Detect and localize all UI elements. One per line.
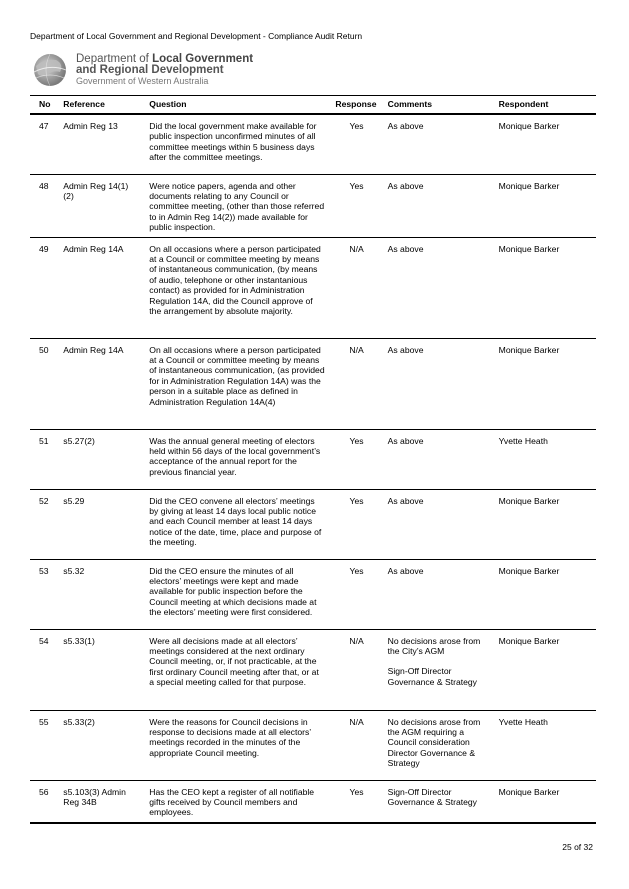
cell-response: Yes xyxy=(349,565,364,576)
header-response: Response xyxy=(330,96,382,115)
cell-question: Were notice papers, agenda and other documents relating to any Council or committee meeting, (other than those referred to in Admin Reg 14(2)) made available for public inspection. xyxy=(149,180,325,233)
table-row xyxy=(30,174,596,237)
cell-reference: Admin Reg 14A xyxy=(63,344,124,355)
header-no: No xyxy=(30,96,58,115)
cell-comments: As above xyxy=(387,435,424,446)
cell-reference: Admin Reg 13 xyxy=(63,121,118,131)
cell-comments: As above xyxy=(387,495,424,506)
cell-no: 50 xyxy=(39,344,49,355)
cell-comments: As above xyxy=(387,121,424,131)
header-comments: Comments xyxy=(383,96,494,115)
cell-reference: s5.29 xyxy=(63,495,85,506)
header-reference: Reference xyxy=(58,96,144,115)
cell-respondent: Monique Barker xyxy=(498,786,560,797)
cell-comments: Sign-Off Director Governance & Strategy xyxy=(387,786,477,807)
cell-respondent: Monique Barker xyxy=(498,180,560,191)
cell-response: Yes xyxy=(349,495,364,506)
cell-response: Yes xyxy=(349,435,364,446)
header-question: Question xyxy=(144,96,330,115)
cell-response: Yes xyxy=(349,786,364,797)
cell-no: 55 xyxy=(39,716,49,727)
cell-comments: As above xyxy=(387,565,424,576)
logo-text-line2: and Regional Development xyxy=(76,63,224,76)
cell-response: N/A xyxy=(349,635,364,646)
table-row xyxy=(30,114,596,174)
logo-text-line3: Government of Western Australia xyxy=(76,75,209,86)
cell-reference: s5.27(2) xyxy=(63,435,95,446)
cell-comments: As above xyxy=(387,344,424,355)
cell-reference: Admin Reg 14(1) (2) xyxy=(63,180,129,201)
globe-emblem-icon xyxy=(30,52,70,88)
cell-no: 51 xyxy=(39,435,49,446)
compliance-table xyxy=(30,95,596,824)
cell-respondent: Monique Barker xyxy=(498,243,560,254)
table-row xyxy=(30,710,596,780)
cell-question: On all occasions where a person participated at a Council or committee meeting by means of instantaneous communication, (by means of audio, telephone or other instantanious contact) as provided for in Administration Regulation 14A, did the Council approve of the arrangement by absolute majority. xyxy=(149,243,321,316)
cell-no: 49 xyxy=(39,243,49,254)
cell-no: 54 xyxy=(39,635,49,646)
department-logo xyxy=(30,52,253,88)
cell-question: On all occasions where a person participated at a Council or committee meeting by means of instantaneous communication, (as provided for in Administration Regulation 14A) was the person in a suitable place as defined in Administration Regulation 14A(4) xyxy=(149,344,325,407)
cell-question: Did the local government make available for public inspection unconfirmed minutes of all committee meetings within 5 business days after the committee meetings. xyxy=(149,121,317,163)
cell-reference: s5.33(1) xyxy=(63,635,95,646)
page-number: 25 of 32 xyxy=(562,842,593,852)
cell-comments: As above xyxy=(387,180,424,191)
cell-respondent: Yvette Heath xyxy=(498,716,548,727)
cell-no: 53 xyxy=(39,565,49,576)
table-row xyxy=(30,629,596,710)
table-row xyxy=(30,237,596,338)
logo-text-line1b: Local Government xyxy=(152,52,254,65)
cell-response: N/A xyxy=(349,344,364,355)
table-row xyxy=(30,338,596,429)
document-header: Department of Local Government and Regional Development - Compliance Audit Return xyxy=(30,31,363,41)
cell-reference: s5.32 xyxy=(63,565,85,576)
cell-response: Yes xyxy=(349,180,364,191)
header-respondent: Respondent xyxy=(494,96,596,115)
cell-question: Was the annual general meeting of electors held within 56 days of the local government’s acceptance of the annual report for the previous financial year. xyxy=(149,435,321,477)
table-row xyxy=(30,429,596,489)
cell-comments-extra: Sign-Off Director Governance & Strategy xyxy=(387,666,477,687)
cell-question: Were all decisions made at all electors’ meetings considered at the next ordinary Council meeting, or, if not practicable, at the first ordinary Council meeting after that, or at a special meeting called for that purpose. xyxy=(149,635,319,688)
cell-respondent: Yvette Heath xyxy=(498,435,548,446)
cell-reference: s5.103(3) Admin Reg 34B xyxy=(63,786,126,807)
cell-respondent: Monique Barker xyxy=(498,344,560,355)
cell-response: N/A xyxy=(349,243,364,254)
cell-comments: As above xyxy=(387,243,424,254)
cell-respondent: Monique Barker xyxy=(498,121,560,131)
cell-response: Yes xyxy=(349,121,364,131)
cell-reference: s5.33(2) xyxy=(63,716,95,727)
cell-respondent: Monique Barker xyxy=(498,495,560,506)
table-row xyxy=(30,780,596,823)
cell-no: 52 xyxy=(39,495,49,506)
cell-question: Did the CEO convene all electors’ meetings by giving at least 14 days local public notice and each Council member at least 14 days notice of the date, time, place and purpose of the meeting. xyxy=(149,495,322,548)
cell-question: Has the CEO kept a register of all notifiable gifts received by Council members and employees. xyxy=(149,786,315,818)
table-row xyxy=(30,489,596,559)
table-header-row xyxy=(30,96,596,115)
cell-response: N/A xyxy=(349,716,364,727)
cell-respondent: Monique Barker xyxy=(498,565,560,576)
cell-reference: Admin Reg 14A xyxy=(63,243,124,254)
cell-question: Did the CEO ensure the minutes of all electors’ meetings were kept and made available for public inspection before the Council meeting at which decisions made at the electors’ meeting were first considered. xyxy=(149,565,317,618)
cell-comments: No decisions arose from the City’s AGM xyxy=(387,635,481,656)
logo-text-line1a: Department of xyxy=(76,52,153,65)
cell-no: 48 xyxy=(39,180,49,191)
cell-comments: No decisions arose from the AGM requiring a Council consideration Director Governance & Strategy xyxy=(387,716,481,769)
cell-respondent: Monique Barker xyxy=(498,635,560,646)
cell-no: 47 xyxy=(39,121,49,131)
cell-question: Were the reasons for Council decisions in response to decisions made at all electors’ meetings recorded in the minutes of the appropriate Council meeting. xyxy=(149,716,311,758)
cell-no: 56 xyxy=(39,786,49,797)
table-row xyxy=(30,559,596,629)
